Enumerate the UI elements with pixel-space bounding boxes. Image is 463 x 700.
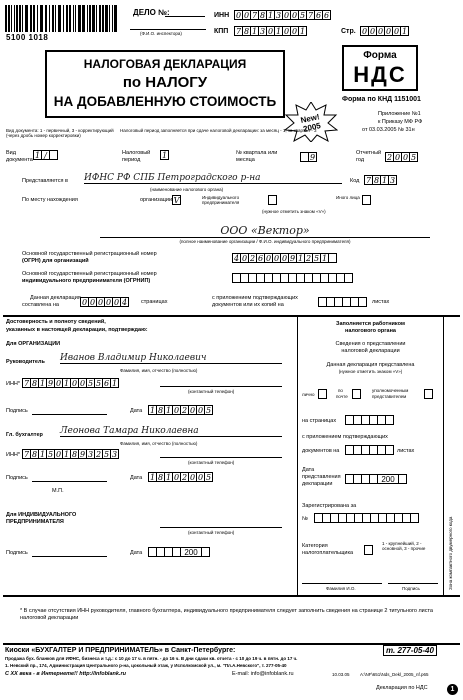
right-method2: (нужное отметить знаком «V») <box>338 369 403 374</box>
period-cell[interactable]: 1 <box>161 150 168 160</box>
head-date-digit[interactable]: 2 <box>181 405 188 415</box>
acc-inn-digit[interactable]: 8 <box>31 449 38 459</box>
right-by-mail2: почте <box>336 394 348 399</box>
ogrn-label1: Основной государственный регистрационный номер <box>22 251 157 257</box>
barcode-bar <box>22 5 23 32</box>
barcode-bar <box>55 5 56 32</box>
inspector-field[interactable] <box>130 29 206 30</box>
right-registered: Зарегистрирована за <box>302 503 357 509</box>
knd-code: Форма по КНД 1151001 <box>342 96 421 103</box>
ogrn-digit[interactable]: 9 <box>289 253 296 263</box>
category-cells[interactable] <box>364 545 372 555</box>
right-sheets-cells[interactable] <box>345 445 393 455</box>
for-org: Для ОРГАНИЗАЦИИ <box>6 341 61 347</box>
category-cell[interactable] <box>364 545 373 555</box>
ogrn-digit[interactable]: 0 <box>273 253 280 263</box>
sheets-label: листах <box>372 299 390 305</box>
by-mail-cells[interactable] <box>352 389 360 399</box>
section-top-rule <box>3 315 460 317</box>
inn-digit[interactable]: 6 <box>315 10 322 20</box>
place-org-check[interactable]: V <box>173 195 180 205</box>
for-ip1: Для ИНДИВИДУАЛЬНОГО <box>6 512 77 518</box>
right-info1: Сведения о представлении <box>335 341 406 347</box>
inn-digit[interactable]: 3 <box>275 10 282 20</box>
kpp-digit[interactable]: 7 <box>235 26 242 36</box>
head-date-digit[interactable]: 5 <box>205 405 212 415</box>
inn-digit[interactable]: 0 <box>235 10 242 20</box>
acc-phone-field[interactable] <box>160 457 282 458</box>
acc-inn-digit[interactable]: 3 <box>87 449 94 459</box>
head-sign-field[interactable] <box>32 414 107 415</box>
barcode-number: 5100 1018 <box>6 33 49 42</box>
ip-phone-caption: (контактный телефон) <box>188 530 235 535</box>
pages-digit[interactable]: 0 <box>97 297 104 307</box>
title-line2: по НАЛОГУ <box>122 74 208 91</box>
ip-sign-label: Подпись <box>6 550 28 556</box>
ogrn-digit[interactable] <box>328 253 337 263</box>
acc-date-digit[interactable]: 5 <box>205 472 212 482</box>
right-category-note: 1 - крупнейший, 2 - основной, 3 - прочие <box>382 541 426 552</box>
acc-inn-digit[interactable]: 1 <box>39 449 46 459</box>
footer-line4: С XX века - в Интернете!! http://infoblank.ru <box>5 671 126 677</box>
appendix-1: Приложение №1 <box>378 111 421 117</box>
ogrn-label2: (ОГРН) для организаций <box>22 258 89 264</box>
sheets-cells[interactable] <box>318 297 366 307</box>
barcode-bar <box>8 5 10 32</box>
code-digit[interactable]: 1 <box>381 175 388 185</box>
acc-inn-cells[interactable] <box>22 449 118 459</box>
ip-date-label: Дата <box>130 550 143 556</box>
acc-inn-digit[interactable]: 1 <box>63 449 70 459</box>
footer-phone: т. 277-05-40 <box>383 645 437 656</box>
rep-check[interactable] <box>424 389 433 399</box>
right-with-attach2: документов на <box>302 448 340 454</box>
barcode-bar <box>58 5 61 32</box>
acc-inn-digit[interactable]: 3 <box>111 449 118 459</box>
right-rep2: представителем <box>372 394 407 399</box>
footer-print-code: А:\NF\651\Nds_Dekl_2005_nf.p65 <box>360 672 429 677</box>
barcode-bar <box>37 5 38 32</box>
place-ip: Индивидуального предпринимателя <box>202 195 240 206</box>
barcode-bar <box>114 5 117 32</box>
head-sign-label: Подпись <box>6 408 28 414</box>
quarter-label: № квартала или месяца <box>236 150 278 163</box>
inn-digit[interactable]: 7 <box>307 10 314 20</box>
ogrn-digit[interactable]: 6 <box>257 253 264 263</box>
barcode-bar <box>40 5 43 32</box>
zone-vertical: Зона компактного двумерного кода <box>448 516 453 590</box>
quarter-cells[interactable] <box>300 152 316 162</box>
place-org: организации <box>140 197 173 203</box>
org-name[interactable]: ООО «Вектор» <box>100 224 430 238</box>
place-org-cells[interactable] <box>172 195 180 205</box>
code-digit[interactable]: 3 <box>389 175 396 185</box>
pages-digit[interactable]: 0 <box>113 297 120 307</box>
acc-date-label: Дата <box>130 475 143 481</box>
vid-slash-cell[interactable]: / <box>41 150 50 160</box>
acc-inn-digit[interactable]: 8 <box>71 449 78 459</box>
code-cells[interactable] <box>364 175 396 185</box>
code-digit[interactable]: 8 <box>373 175 380 185</box>
kpp-digit[interactable]: 8 <box>243 26 250 36</box>
acc-inn-digit[interactable]: 7 <box>23 449 30 459</box>
barcode-bar <box>73 5 74 32</box>
barcode-bar <box>52 5 54 32</box>
kpp-digit[interactable]: 0 <box>291 26 298 36</box>
ip-sign-field[interactable] <box>32 556 107 557</box>
place-ip-cells[interactable] <box>268 195 276 205</box>
inn-digit[interactable]: 0 <box>283 10 290 20</box>
place-ip-check[interactable] <box>268 195 277 205</box>
filed-label2: составлена на <box>22 302 59 308</box>
right-heading1: Заполняется работником <box>336 321 405 327</box>
ogrn-digit[interactable]: 1 <box>297 253 304 263</box>
kpp-digit[interactable]: 0 <box>267 26 274 36</box>
sheets-digit[interactable] <box>358 297 367 307</box>
head-inn-digit[interactable]: 9 <box>47 378 54 388</box>
head-inn-digit[interactable]: 1 <box>39 378 46 388</box>
head-label: Руководитель <box>6 359 45 365</box>
right-num: № <box>302 516 308 522</box>
footer-line2: Продажа бух. бланков для ИФНС, бизнеса и т.д.: с 10 до 17 ч. в пятн. - до 16 ч. В дни сдачи кв. отчета - с 10 до 19 ч. в пятн. до 17 ч. <box>5 656 298 661</box>
ogrnip-label2: индивидуального предпринимателя (ОГРНИП) <box>22 278 151 284</box>
code-digit[interactable]: 7 <box>365 175 372 185</box>
inspector-caption: (Ф.И.О. инспектора) <box>140 31 182 36</box>
ogrn-cells[interactable] <box>232 253 336 263</box>
kpp-digit[interactable]: 3 <box>259 26 266 36</box>
ip-phone-field[interactable] <box>160 527 282 528</box>
inn-digit[interactable]: 5 <box>299 10 306 20</box>
inn-digit[interactable]: 1 <box>267 10 274 20</box>
title-line1: НАЛОГОВАЯ ДЕКЛАРАЦИЯ <box>83 57 247 71</box>
inn-digit[interactable]: 0 <box>243 10 250 20</box>
barcode-bar <box>89 5 91 32</box>
acc-sign-field[interactable] <box>32 481 107 482</box>
right-category1: Категория <box>302 543 328 549</box>
attach-label2: документов или их копий на <box>212 302 284 308</box>
acc-inn-label: ИНН* <box>6 452 21 458</box>
right-sheets: листах <box>397 448 415 454</box>
barcode-bar <box>5 5 7 32</box>
right-category2: налогоплательщика <box>302 550 354 556</box>
barcode-bar <box>96 5 97 32</box>
ogrnip-cells[interactable] <box>232 273 352 283</box>
ogrnip-digit[interactable] <box>344 273 353 283</box>
page-digit[interactable]: 0 <box>393 26 400 36</box>
acc-date-digit[interactable]: 0 <box>189 472 196 482</box>
authority-caption: (наименование налогового органа) <box>150 187 224 192</box>
head-inn-digit[interactable]: 0 <box>79 378 86 388</box>
page-digit[interactable]: 0 <box>385 26 392 36</box>
personally-check[interactable] <box>318 389 327 399</box>
right-pages-cells[interactable] <box>345 415 393 425</box>
right-on-pages: на страницах <box>302 418 337 424</box>
ip-date-cells[interactable] <box>148 547 209 557</box>
barcode-bar <box>112 5 113 32</box>
acc-sign-label: Подпись <box>6 475 28 481</box>
year-digit[interactable]: 0 <box>394 152 401 162</box>
ogrn-digit[interactable]: 0 <box>281 253 288 263</box>
head-date-digit[interactable]: 8 <box>157 405 164 415</box>
pages-digit[interactable]: 0 <box>105 297 112 307</box>
head-name[interactable]: Иванов Владимир Николаевич <box>60 353 282 364</box>
head-inn-digit[interactable]: 6 <box>103 378 110 388</box>
kpp-label: КПП <box>214 28 229 35</box>
right-date3: декларации <box>302 481 333 487</box>
appendix-3: от 03.03.2005 № 31н <box>362 127 415 133</box>
right-heading2: налогового органа <box>345 328 396 334</box>
ip-date-year-prefix: 200 <box>180 547 202 557</box>
head-inn-digit[interactable]: 0 <box>71 378 78 388</box>
barcode-bar <box>16 5 18 32</box>
section-bottom-rule <box>3 595 460 597</box>
code-label: Код <box>350 178 360 184</box>
ogrn-digit[interactable]: 5 <box>313 253 320 263</box>
page-digit[interactable]: 0 <box>361 26 368 36</box>
ogrn-digit[interactable]: 1 <box>321 253 328 263</box>
year-cells[interactable] <box>385 152 417 162</box>
acc-phone-caption: (контактный телефон) <box>188 460 235 465</box>
right-by-mail1: по <box>338 388 343 393</box>
acc-inn-digit[interactable]: 2 <box>95 449 102 459</box>
inn-cells[interactable] <box>234 10 330 20</box>
personally-cells[interactable] <box>318 389 326 399</box>
barcode-bar <box>92 5 95 32</box>
kpp-digit[interactable]: 1 <box>299 26 306 36</box>
footer-bottom-right: Декларация по НДС <box>376 685 428 691</box>
right-date1: Дата <box>302 467 315 473</box>
acc-label: Гл. бухгалтер <box>6 432 43 438</box>
right-date-year-prefix: 200 <box>377 474 399 484</box>
barcode-bar <box>82 5 85 32</box>
attach-label1: с приложением подтверждающих <box>212 295 298 301</box>
head-date-digit[interactable]: 0 <box>189 405 196 415</box>
year-digit[interactable]: 5 <box>410 152 417 162</box>
head-inn-digit[interactable]: 1 <box>63 378 70 388</box>
place-other-cells[interactable] <box>362 195 370 205</box>
barcode-bar <box>11 5 12 32</box>
place-other-check[interactable] <box>362 195 371 205</box>
head-phone-caption: (контактный телефон) <box>188 389 235 394</box>
right-sign-field[interactable] <box>388 583 438 584</box>
quarter-cell-2[interactable]: 9 <box>309 152 316 162</box>
year-label: Отчетный год <box>356 150 382 163</box>
title-line3: НА ДОБАВЛЕННУЮ СТОИМОСТЬ <box>53 94 277 109</box>
ogrn-digit[interactable]: 0 <box>241 253 248 263</box>
barcode-bar <box>105 5 108 32</box>
head-date-cells[interactable] <box>148 405 212 415</box>
year-digit[interactable]: 0 <box>402 152 409 162</box>
acc-date-digit[interactable]: 0 <box>197 472 204 482</box>
acc-fio-caption: Фамилия, имя, отчество (полностью) <box>120 441 198 446</box>
new-badge-text: New! 2005 <box>299 112 322 134</box>
acc-date-digit[interactable]: 0 <box>173 472 180 482</box>
head-inn-digit[interactable]: 1 <box>111 378 118 388</box>
inn-digit[interactable]: 8 <box>259 10 266 20</box>
year-digit[interactable]: 2 <box>386 152 393 162</box>
ip-date-digit[interactable] <box>201 547 210 557</box>
place-label: По месту нахождения <box>22 197 78 203</box>
barcode-bar <box>109 5 110 32</box>
footer-email: E-mail: info@infoblank.ru <box>232 671 294 677</box>
acc-inn-digit[interactable]: 5 <box>47 449 54 459</box>
head-inn-digit[interactable]: 5 <box>87 378 94 388</box>
section-split-rule <box>297 315 298 595</box>
head-inn-digit[interactable]: 7 <box>23 378 30 388</box>
barcode-bar <box>69 5 71 32</box>
pages-digit[interactable]: 0 <box>89 297 96 307</box>
vid-cell[interactable]: 1 <box>34 150 41 160</box>
right-sheets-digit[interactable] <box>385 445 394 455</box>
right-num-digit[interactable] <box>410 513 419 523</box>
barcode-bar <box>87 5 88 32</box>
acc-date-digit[interactable]: 2 <box>181 472 188 482</box>
period-label: Налоговый период <box>122 150 151 163</box>
left-heading2: указанных в настоящей декларации, подтверждаю: <box>6 327 148 333</box>
head-date-label: Дата <box>130 408 143 414</box>
barcode-bar <box>33 5 35 32</box>
inn-digit[interactable]: 0 <box>291 10 298 20</box>
authority-value[interactable]: ИФНС РФ СПБ Петроградского р-на <box>84 173 342 184</box>
head-inn-cells[interactable] <box>22 378 118 388</box>
head-phone-field[interactable] <box>160 386 282 387</box>
barcode-bar <box>75 5 76 32</box>
rep-cells[interactable] <box>424 389 432 399</box>
kpp-digit[interactable]: 0 <box>283 26 290 36</box>
page-label: Стр. <box>341 28 356 35</box>
delo-label: ДЕЛО №: <box>133 8 170 17</box>
barcode-bar <box>19 5 21 32</box>
barcode-bar <box>63 5 64 32</box>
inn-digit[interactable]: 6 <box>323 10 330 20</box>
acc-date-digit[interactable]: 1 <box>165 472 172 482</box>
pages-digit[interactable]: 0 <box>81 297 88 307</box>
period-note: Налоговый период заполняется при сдаче налоговой декларации: за месяц - 1, за квартал - 3 <box>120 128 317 133</box>
footer-line1: Киоски «БУХГАЛТЕР И ПРЕДПРИНИМАТЕЛЬ» в Санкт-Петербурге: <box>5 647 236 654</box>
head-date-digit[interactable]: 1 <box>149 405 156 415</box>
acc-inn-digit[interactable]: 0 <box>55 449 62 459</box>
acc-date-digit[interactable]: 8 <box>157 472 164 482</box>
authority-label: Представляется в <box>22 178 68 184</box>
ogrn-digit[interactable]: 0 <box>265 253 272 263</box>
right-date2: представления <box>302 474 341 480</box>
right-fio-caption: Фамилия И.О. <box>326 586 356 591</box>
ogrn-digit[interactable]: 2 <box>249 253 256 263</box>
barcode <box>3 4 121 34</box>
barcode-bar <box>49 5 50 32</box>
form-name: НДС <box>353 62 407 87</box>
barcode-bar <box>45 5 47 32</box>
head-date-digit[interactable]: 1 <box>165 405 172 415</box>
barcode-bar <box>66 5 68 32</box>
right-info2: налоговой декларации <box>341 348 400 354</box>
vid-cells[interactable] <box>33 150 57 160</box>
page-digit[interactable]: 0 <box>369 26 376 36</box>
footer-line3: 1. Невский пр., 174, Администрация Центрального р-на, цокольный этаж, у Исполкомской ул., м. "Пл.А.Невского", т. 277-05-40 <box>5 663 287 668</box>
pages-digit[interactable]: 4 <box>121 297 128 307</box>
ogrn-digit[interactable]: 4 <box>233 253 240 263</box>
ogrn-digit[interactable]: 2 <box>305 253 312 263</box>
right-date-cells[interactable] <box>345 474 406 484</box>
head-date-digit[interactable]: 0 <box>197 405 204 415</box>
acc-date-digit[interactable]: 1 <box>149 472 156 482</box>
right-fio-field[interactable] <box>302 583 382 584</box>
barcode-bar <box>78 5 81 32</box>
head-fio-caption: Фамилия, имя, отчество (полностью) <box>120 368 198 373</box>
inn-digit[interactable]: 7 <box>251 10 258 20</box>
right-with-attach1: с приложением подтверждающих <box>302 434 388 440</box>
right-sign-caption: Подпись <box>402 586 420 591</box>
acc-inn-digit[interactable]: 5 <box>103 449 110 459</box>
period-cells[interactable] <box>160 150 168 160</box>
barcode-bar <box>14 5 15 32</box>
head-inn-label: ИНН* <box>6 381 21 387</box>
right-pages-digit[interactable] <box>385 415 394 425</box>
kpp-cells[interactable] <box>234 26 306 36</box>
kpp-digit[interactable]: 1 <box>251 26 258 36</box>
barcode-bar <box>99 5 101 32</box>
vid-label: Вид документа <box>6 150 33 163</box>
form-word: Форма <box>363 50 397 61</box>
footer-code-small: 10.03.05 <box>332 672 350 677</box>
head-inn-digit[interactable]: 8 <box>31 378 38 388</box>
kpp-digit[interactable]: 1 <box>275 26 282 36</box>
right-zone-rule <box>443 315 444 595</box>
page-digit[interactable]: 0 <box>377 26 384 36</box>
for-ip2: ПРЕДПРИНИМАТЕЛЯ <box>6 519 64 525</box>
right-personally: лично <box>302 392 315 397</box>
right-rep1: уполномоченным <box>372 388 409 393</box>
right-date-digit[interactable] <box>398 474 407 484</box>
pages-cells[interactable] <box>80 297 128 307</box>
org-caption: (полное наименование организации / Ф.И.О. индивидуального предпринимателя) <box>179 239 351 244</box>
footer-page-no: 1 <box>447 684 458 695</box>
place-other: Иного лица <box>336 195 360 200</box>
head-inn-digit[interactable]: 5 <box>95 378 102 388</box>
barcode-bar <box>102 5 104 32</box>
footnote: * В случае отсутствия ИНН руководителя, главного бухгалтера, индивидуального предпринимателя следует заполнить сведения на странице 2 титульного листа налоговой декларации <box>20 608 433 621</box>
doc-type-note: Вид документа: 1 - первичный, 3 - корректирующий (через дробь номер корректировки) <box>6 128 114 139</box>
mp-label: М.П. <box>52 488 64 494</box>
acc-name[interactable]: Леонова Тамара Николаевна <box>60 426 282 437</box>
place-hint: (нужное отметить знаком «V») <box>262 209 326 214</box>
ogrnip-label1: Основной государственный регистрационный номер <box>22 271 157 277</box>
page-cells[interactable] <box>360 26 408 36</box>
barcode-bar <box>25 5 28 32</box>
by-mail-check[interactable] <box>352 389 361 399</box>
vid-corr-cell[interactable] <box>49 150 58 160</box>
appendix-2: к Приказу МФ РФ <box>378 119 423 125</box>
pages-label: страницах <box>141 299 168 305</box>
delo-field[interactable] <box>165 16 205 17</box>
right-num-cells[interactable] <box>314 513 418 523</box>
filed-label1: Данная декларация <box>30 295 81 301</box>
right-method1: Данная декларация представлена <box>326 362 415 368</box>
head-inn-digit[interactable]: 0 <box>55 378 62 388</box>
left-heading1: Достоверность и полноту сведений, <box>6 319 106 325</box>
acc-inn-digit[interactable]: 9 <box>79 449 86 459</box>
barcode-bar <box>30 5 32 32</box>
page-digit[interactable]: 1 <box>401 26 408 36</box>
inn-label: ИНН <box>214 12 230 19</box>
acc-date-cells[interactable] <box>148 472 212 482</box>
head-date-digit[interactable]: 0 <box>173 405 180 415</box>
